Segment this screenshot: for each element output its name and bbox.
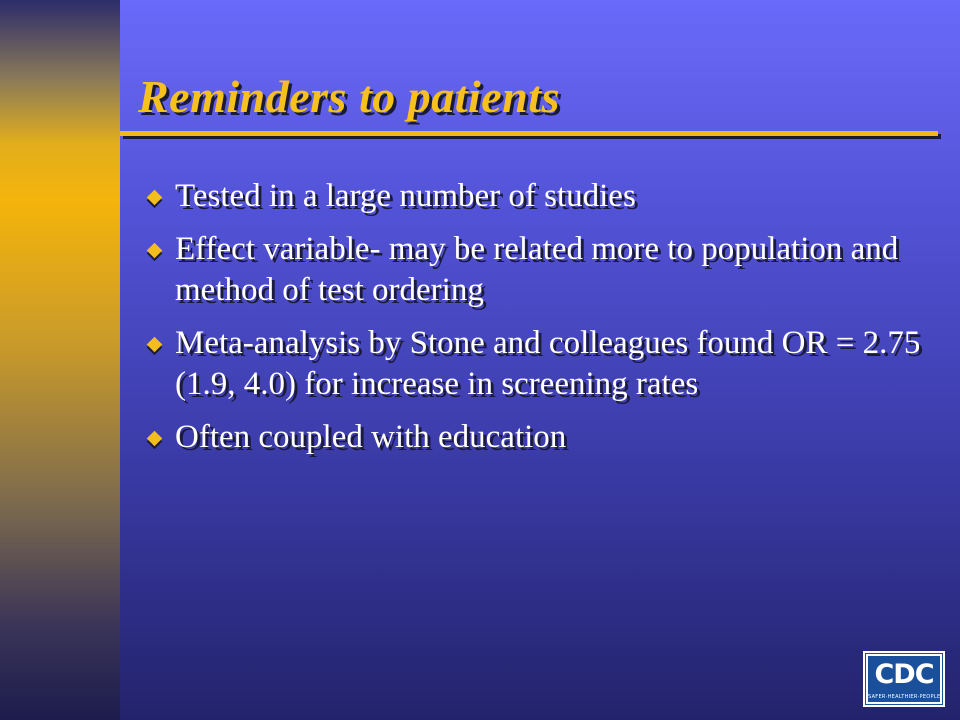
bullet-list bbox=[143, 176, 933, 470]
bullet-text: Effect variable- may be related more to population and method of test ordering bbox=[175, 231, 899, 308]
cdc-logo-badge bbox=[866, 654, 942, 704]
bullet-text: Tested in a large number of studies bbox=[175, 178, 636, 214]
bullet-text: Meta-analysis by Stone and colleagues found OR = 2.75 (1.9, 4.0) for increase in screening rates bbox=[175, 325, 921, 402]
decorative-side-bar bbox=[0, 0, 120, 720]
bullet-item bbox=[143, 417, 933, 458]
title-underline-rule bbox=[120, 131, 938, 136]
bullet-text: Often coupled with education bbox=[175, 419, 567, 455]
slide-title: Reminders to patients bbox=[138, 71, 560, 122]
bullet-item bbox=[143, 229, 933, 311]
cdc-logo-text: CDC bbox=[874, 659, 934, 690]
diamond-bullet-icon bbox=[147, 431, 163, 447]
diamond-bullet-icon bbox=[147, 190, 163, 206]
cdc-logo bbox=[863, 651, 945, 707]
diamond-bullet-icon bbox=[147, 243, 163, 259]
diamond-bullet-icon bbox=[147, 337, 163, 353]
cdc-logo-tagline: SAFER·HEALTHIER·PEOPLE bbox=[868, 694, 941, 700]
bullet-item bbox=[143, 176, 933, 217]
bullet-item bbox=[143, 323, 933, 405]
